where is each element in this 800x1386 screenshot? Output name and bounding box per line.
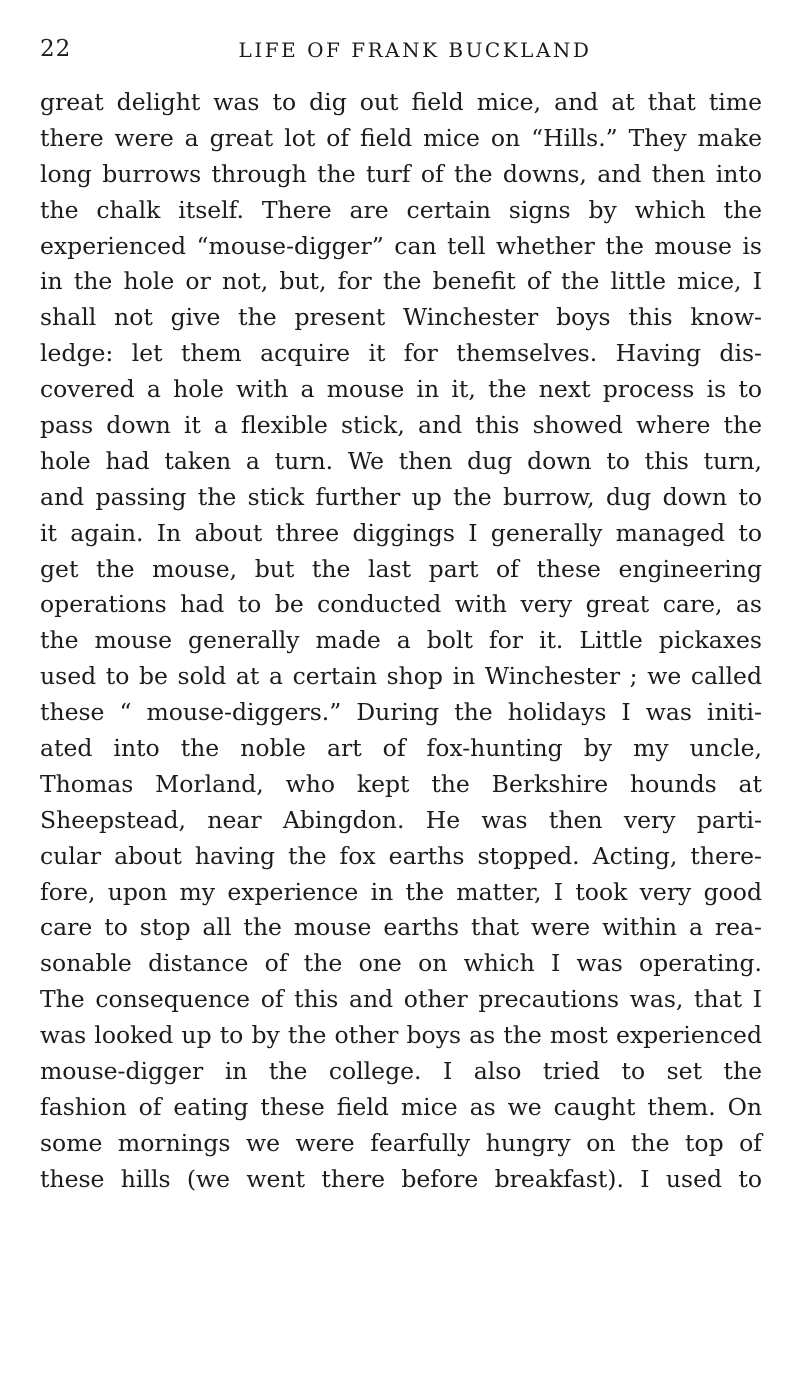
text-line: sonable distance of the one on which I was operating. — [40, 949, 762, 978]
text-line: hole had taken a turn. We then dug down to this turn, — [40, 446, 762, 475]
body-paragraph — [40, 85, 762, 1198]
text-line: ledge: let them acquire it for themselves. Having dis- — [40, 339, 762, 368]
text-line: covered a hole with a mouse in it, the next process is to — [40, 375, 762, 404]
text-line: some mornings we were fearfully hungry on the top of — [40, 1128, 762, 1157]
text-line: it again. In about three diggings I generally managed to — [40, 518, 762, 547]
text-line: care to stop all the mouse earths that were within a rea- — [40, 913, 762, 942]
text-line: experienced “mouse-digger” can tell whether the mouse is — [40, 231, 762, 260]
text-line: and passing the stick further up the burrow, dug down to — [40, 482, 762, 511]
text-line: long burrows through the turf of the downs, and then into — [40, 159, 762, 188]
text-line: ated into the noble art of fox-hunting by my uncle, — [40, 734, 762, 763]
text-line: operations had to be conducted with very great care, as — [40, 590, 762, 619]
text-line: these “ mouse-diggers.” During the holidays I was initi- — [40, 698, 762, 727]
text-line: Sheepstead, near Abingdon. He was then very parti- — [40, 805, 762, 834]
text-line: mouse-digger in the college. I also tried to set the — [40, 1057, 762, 1086]
text-line: great delight was to dig out field mice, and at that time — [40, 88, 762, 116]
text-line: shall not give the present Winchester boys this know- — [40, 303, 762, 332]
text-line: was looked up to by the other boys as the most experienced — [40, 1021, 762, 1050]
text-line: get the mouse, but the last part of these engineering — [40, 554, 762, 583]
page-number: 22 — [40, 36, 72, 62]
text-line: fashion of eating these field mice as we caught them. On — [40, 1092, 762, 1121]
running-head — [40, 36, 750, 66]
text-line: these hills (we went there before breakfast). I used to — [40, 1164, 762, 1193]
text-line: fore, upon my experience in the matter, I took very good — [40, 877, 762, 906]
text-line: The consequence of this and other precautions was, that I — [40, 985, 762, 1014]
running-head-title: LIFE OF FRANK BUCKLAND — [238, 38, 592, 62]
text-line: there were a great lot of field mice on “Hills.” They make — [40, 123, 762, 152]
text-line: used to be sold at a certain shop in Winchester ; we called — [40, 662, 762, 691]
text-line: Thomas Morland, who kept the Berkshire hounds at — [40, 769, 762, 798]
text-line: cular about having the fox earths stopped. Acting, there- — [40, 841, 762, 870]
text-line: in the hole or not, but, for the benefit of the little mice, I — [40, 267, 762, 296]
text-line: pass down it a flexible stick, and this showed where the — [40, 411, 762, 440]
text-line: the mouse generally made a bolt for it. Little pickaxes — [40, 626, 762, 655]
text-line: the chalk itself. There are certain signs by which the — [40, 195, 762, 224]
